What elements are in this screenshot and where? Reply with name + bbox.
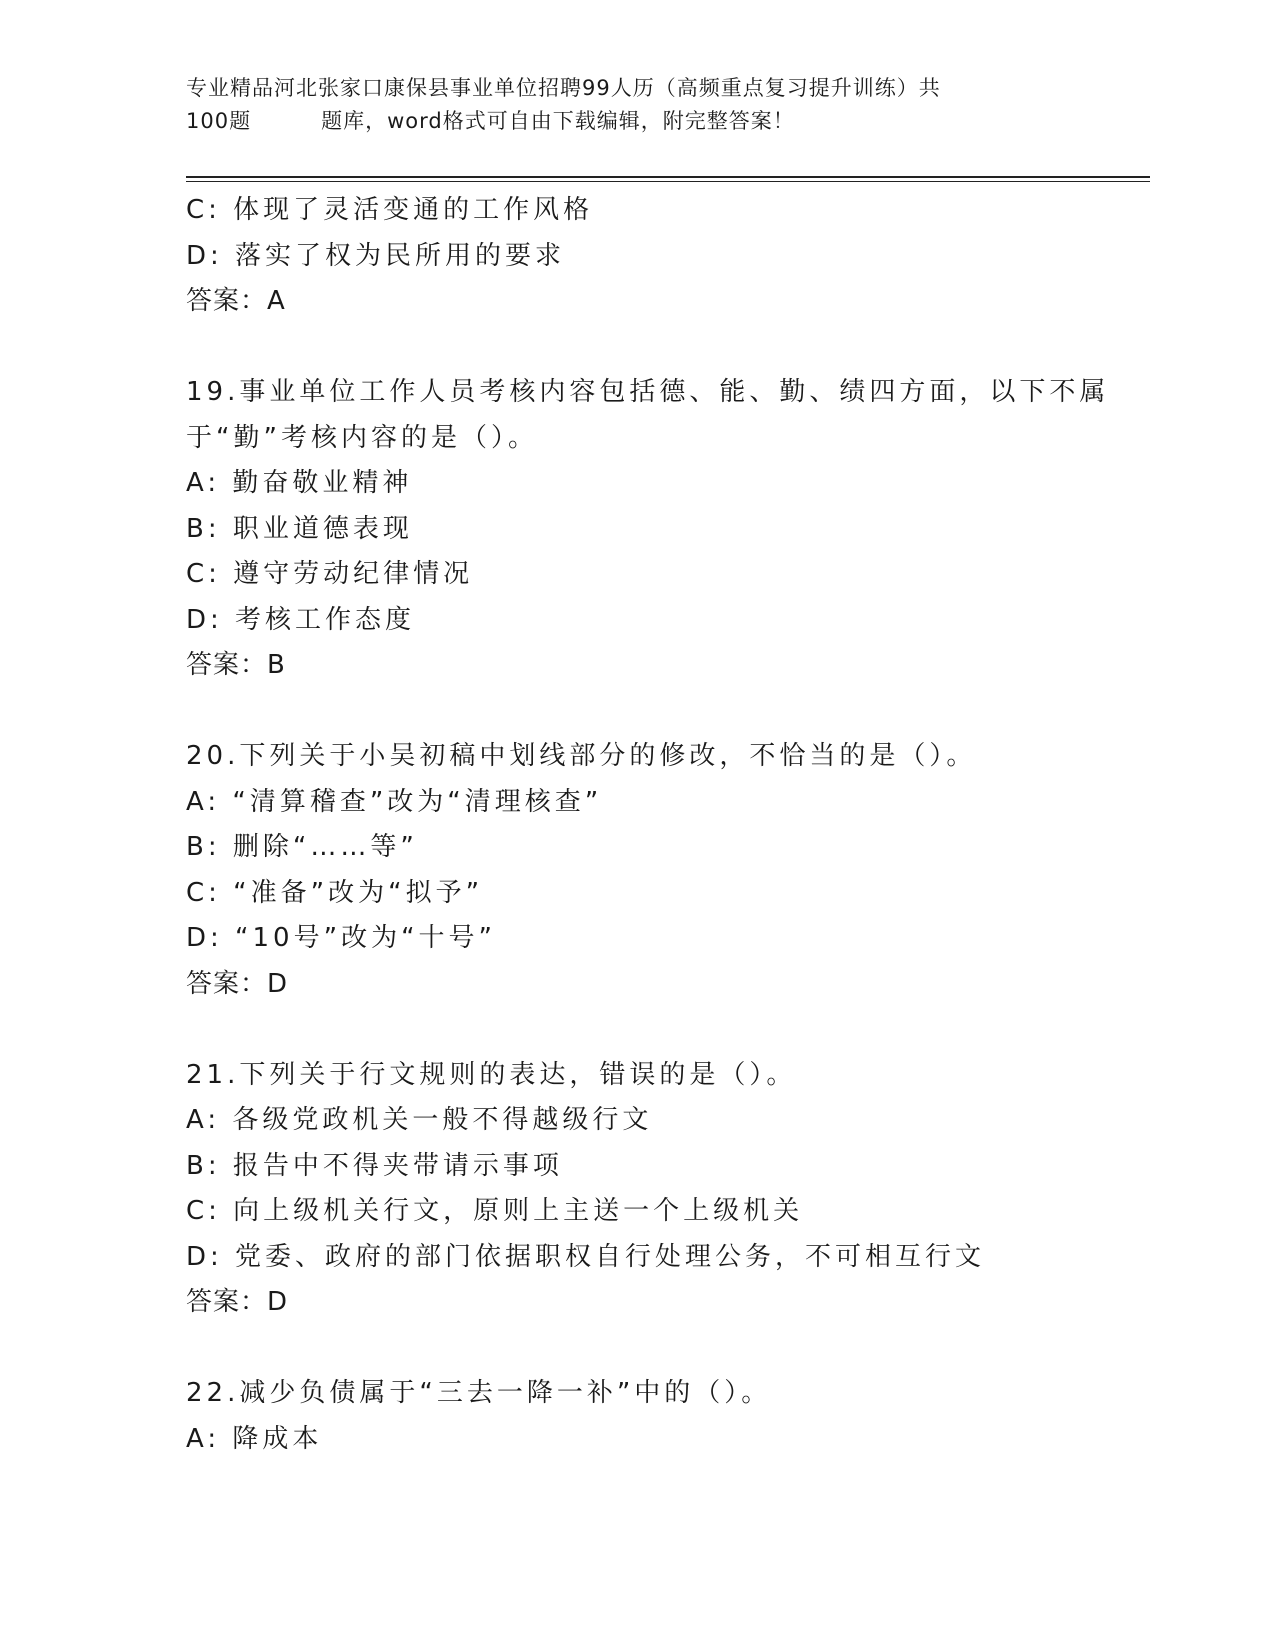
question-22 <box>186 1371 1146 1462</box>
option-d: D: 党委、政府的部门依据职权自行处理公务，不可相互行文 <box>186 1241 986 1272</box>
question-19 <box>186 370 1146 689</box>
option-b: B: 报告中不得夹带请示事项 <box>186 1150 563 1181</box>
header-divider-thick <box>186 176 1150 178</box>
question-21 <box>186 1053 1146 1326</box>
question-stem-continued: 于“勤”考核内容的是（）。 <box>186 422 538 453</box>
question-18-tail <box>186 188 1146 325</box>
question-stem: 19.事业单位工作人员考核内容包括德、能、勤、绩四方面，以下不属 <box>186 377 1110 407</box>
option-c: C: “准备”改为“拟予” <box>186 877 484 908</box>
option-c: C: 向上级机关行文，原则上主送一个上级机关 <box>186 1196 804 1226</box>
question-stem: 21.下列关于行文规则的表达，错误的是（）。 <box>186 1059 797 1090</box>
option-a: A: 各级党政机关一般不得越级行文 <box>186 1105 653 1135</box>
header-question-count: 100题 <box>186 109 252 133</box>
option-d: D: 考核工作态度 <box>186 604 416 635</box>
answer: 答案：D <box>186 968 289 999</box>
answer: 答案：A <box>186 286 286 316</box>
header-title-line2 <box>186 105 1066 138</box>
question-stem: 20.下列关于小吴初稿中划线部分的修改，不恰当的是（）。 <box>186 741 977 771</box>
option-a: A: “清算稽查”改为“清理核查” <box>186 786 603 817</box>
option-b: B: 职业道德表现 <box>186 513 413 544</box>
option-d: D: “10号”改为“十号” <box>186 923 497 953</box>
header-title-line1: 专业精品河北张家口康保县事业单位招聘99人历（高频重点复习提升训练）共 <box>186 76 941 100</box>
answer: 答案：B <box>186 650 286 680</box>
document-header <box>186 72 1066 138</box>
option-c: C: 体现了灵活变通的工作风格 <box>186 195 594 225</box>
question-20 <box>186 734 1146 1007</box>
option-b: B: 删除“……等” <box>186 832 418 862</box>
question-stem: 22.减少负债属于“三去一降一补”中的（）。 <box>186 1378 772 1408</box>
header-divider-thin <box>186 181 1150 182</box>
option-a: A: 勤奋敬业精神 <box>186 468 413 498</box>
answer: 答案：D <box>186 1287 289 1317</box>
option-d: D: 落实了权为民所用的要求 <box>186 240 566 271</box>
option-a: A: 降成本 <box>186 1423 323 1454</box>
question-list <box>186 188 1146 1462</box>
option-c: C: 遵守劳动纪律情况 <box>186 559 474 589</box>
header-description: 题库，word格式可自由下载编辑，附完整答案！ <box>321 109 795 133</box>
